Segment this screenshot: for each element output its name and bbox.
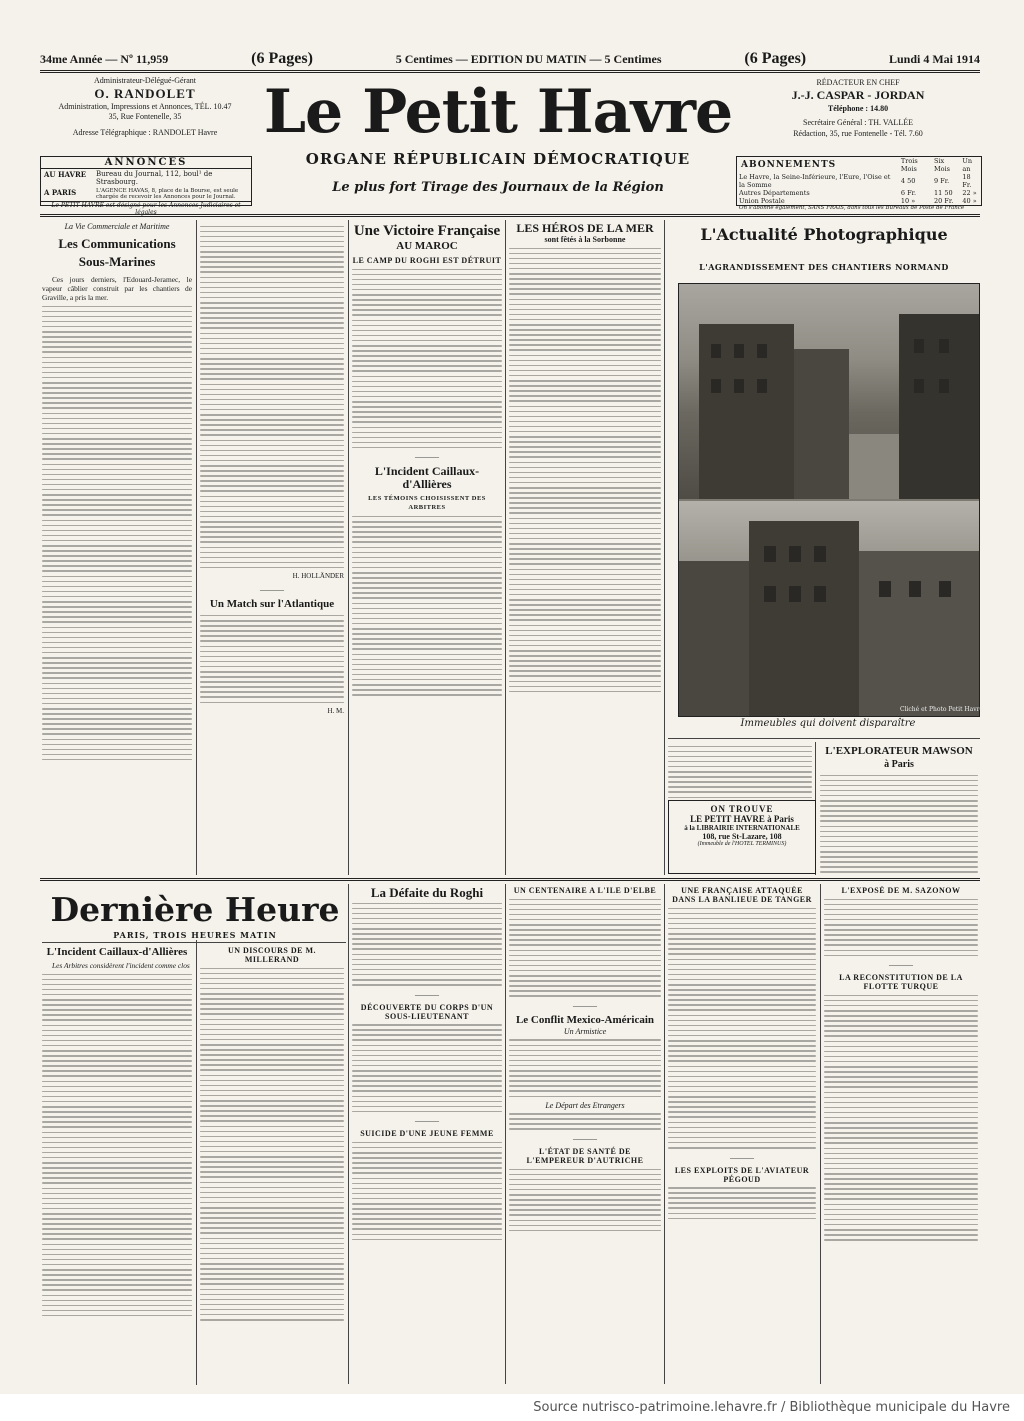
elbe-title: UN CENTENAIRE A L'ILE D'ELBE	[513, 886, 657, 895]
mawson-subtitle: à Paris	[884, 759, 914, 770]
on-trouve-box	[668, 800, 816, 874]
separator: ———	[415, 452, 439, 462]
column-divider	[348, 884, 349, 1384]
sazonow-body	[824, 899, 978, 957]
annonces-footer: Le PETIT HAVRE est désigné pour les Annonces Judiciaires et légales	[41, 201, 251, 216]
caillaux-deck: LES TÉMOINS CHOISISSENT DES ARBITRES	[368, 495, 486, 512]
admin-name: O. RANDOLET	[94, 86, 196, 101]
sazonow-title: L'EXPOSÉ DE M. SAZONOW	[841, 886, 961, 895]
separator: ———	[260, 584, 284, 594]
photo-bottom	[679, 501, 979, 716]
roghi-title: La Défaite du Roghi	[370, 886, 484, 900]
empereur-title: L'ÉTAT DE SANTÉ DE L'EMPEREUR D'AUTRICHE	[526, 1146, 644, 1165]
mexico-sub1: Un Armistice	[563, 1026, 607, 1036]
victoire-title: Une Victoire Française	[353, 223, 501, 239]
caillaux2-title: L'Incident Caillaux-d'Allières	[46, 946, 188, 958]
article-victoire	[352, 222, 502, 872]
on-trouve-line2: LE PETIT HAVRE à Paris	[690, 814, 794, 824]
victoire-subtitle: AU MAROC	[396, 240, 458, 252]
admin-address: 35, Rue Fontenelle, 35	[108, 112, 182, 122]
abonn-row2-1y: 22 »	[962, 189, 977, 197]
mawson-title: L'EXPLORATEUR MAWSON	[825, 745, 973, 757]
victoire-body	[352, 269, 502, 449]
photo-chantiers	[678, 283, 980, 717]
editor-phone: Téléphone : 14.80	[827, 103, 889, 113]
abonnements-title: ABONNEMENTS	[741, 160, 837, 170]
abonn-footer: On s'abonne également, SANS FRAIS, dans tous les Bureaux de Poste de France	[739, 205, 965, 211]
masthead-left	[40, 76, 250, 138]
editor-role: RÉDACTEUR EN CHEF	[816, 78, 900, 87]
elbe-body	[509, 899, 661, 997]
mexico-title: Le Conflit Mexico-Américain	[515, 1013, 655, 1026]
separator: ———	[415, 1116, 439, 1126]
abonn-row3-label: Union Postale	[739, 197, 785, 205]
article-elbe	[509, 886, 661, 1384]
abonn-row2-3m: 6 Fr.	[900, 189, 917, 197]
column-divider	[505, 220, 506, 875]
derniere-heure-title: Dernière Heure	[50, 890, 340, 929]
heros-body	[509, 248, 661, 693]
sous-lieutenant-title: DÉCOUVERTE DU CORPS D'UN SOUS-LIEUTENANT	[360, 1002, 494, 1021]
photo-top	[679, 284, 979, 499]
match-body	[200, 615, 344, 703]
article-communications-continued	[200, 222, 344, 872]
telegraph-address: Adresse Télégraphique : RANDOLET Havre	[72, 128, 218, 138]
column-divider	[348, 220, 349, 875]
mexico-body-2	[509, 1113, 661, 1130]
suicide-title: SUICIDE D'UNE JEUNE FEMME	[360, 1129, 494, 1139]
victoire-deck: LE CAMP DU ROGHI EST DÉTRUIT	[352, 256, 502, 265]
article-tanger	[668, 886, 816, 1384]
issue-date: Lundi 4 Mai 1914	[888, 51, 980, 66]
article-body	[200, 226, 344, 569]
abonn-row1-6m: 9 Fr.	[934, 177, 950, 185]
editor-name: J.-J. CASPAR - JORDAN	[791, 88, 925, 103]
match-title: Un Match sur l'Atlantique	[209, 597, 335, 610]
article-lead: Ces jours derniers, l'Edouard-Jeramec, le vapeur câblier construit par les chantiers de Graville, a pris la mer.	[42, 275, 192, 302]
annonces-text-paris: L'AGENCE HAVAS, 8, place de la Bourse, est seule chargée de recevoir les Annonces pour le Journal.	[96, 188, 239, 200]
abonn-row1-label: Le Havre, la Seine-Inférieure, l'Eure, l'Oise et la Somme	[739, 173, 891, 189]
abonn-row3-6m: 20 Fr.	[934, 197, 954, 205]
pegoud-body	[668, 1187, 816, 1219]
separator: ———	[730, 1152, 754, 1162]
heros-title: LES HÉROS DE LA MER	[516, 222, 654, 235]
millerand-body	[200, 968, 344, 1321]
source-footer	[0, 1394, 1024, 1421]
roghi-body	[352, 903, 502, 986]
annonces-city-paris: A PARIS	[44, 188, 77, 197]
tanger-body	[668, 908, 816, 1149]
actualite-deck: L'AGRANDISSEMENT DES CHANTIERS NORMAND	[699, 262, 949, 272]
empereur-body	[509, 1169, 661, 1232]
column-divider	[505, 884, 506, 1384]
caillaux2-lead: Les Arbitres considèrent l'incident comme clos	[52, 961, 190, 970]
tanger-title: UNE FRANÇAISE ATTAQUÉE DANS LA BANLIEUE DE TANGER	[672, 886, 812, 904]
actualite-title: L'Actualité Photographique	[700, 225, 948, 244]
source-text: Source nutrisco-patrimoine.lehavre.fr / Bibliothèque municipale du Havre	[533, 1400, 1010, 1415]
heros-deck: sont fêtés à la Sorbonne	[544, 235, 626, 244]
article-millerand	[200, 946, 344, 1386]
section-rule	[42, 942, 346, 943]
redaction: Rédaction, 35, rue Fontenelle - Tél. 7.60	[793, 128, 923, 138]
millerand-title: UN DISCOURS DE M. MILLERAND	[227, 946, 317, 964]
flotte-body	[824, 995, 978, 1241]
mawson-body	[820, 775, 978, 873]
mexico-sub2: Le Départ des Etrangers	[545, 1100, 625, 1110]
pages-right: (6 Pages)	[744, 50, 807, 67]
abonnements-box	[736, 156, 982, 211]
abonn-head-6m: Six Mois	[934, 157, 950, 173]
annonces-city-havre: AU HAVRE	[44, 170, 87, 179]
newspaper-subtitle: ORGANE RÉPUBLICAIN DÉMOCRATIQUE	[305, 150, 691, 168]
on-trouve-line4: 108, rue St-Lazare, 108	[702, 832, 782, 841]
suicide-body	[352, 1142, 502, 1240]
article-sazonow	[824, 886, 978, 1384]
header-line	[40, 50, 980, 68]
abonn-row3-3m: 10 »	[900, 197, 916, 205]
article-heros	[509, 222, 661, 872]
secretary: Secrétaire Général : TH. VALLÉE	[803, 118, 913, 128]
match-signature: H. M.	[327, 706, 344, 715]
newspaper-title: Le Petit Havre	[263, 77, 733, 147]
admin-info: Administration, Impressions et Annonces, TÉL. 10.47	[58, 102, 232, 112]
masthead-rule	[40, 214, 980, 217]
caillaux-body	[352, 516, 502, 696]
article-title: Les Communications Sous-Marines	[58, 236, 176, 269]
section-rule	[668, 738, 980, 739]
header-rule	[40, 70, 980, 73]
abonn-row1-3m: 4 50	[900, 177, 916, 185]
masthead-right	[736, 78, 980, 139]
column-divider	[196, 940, 197, 1385]
separator: ———	[889, 960, 913, 970]
on-trouve-line1: ON TROUVE	[710, 804, 774, 814]
separator: ———	[573, 1133, 597, 1143]
column-divider	[820, 884, 821, 1384]
article-signature: H. HOLLÄNDER	[292, 571, 344, 580]
column-divider	[664, 884, 665, 1384]
article-caillaux-2	[42, 946, 192, 1386]
article-mawson	[820, 745, 978, 873]
photo-credit: Cliché et Photo Petit Havre	[900, 706, 984, 713]
separator: ———	[573, 1000, 597, 1010]
pegoud-title: LES EXPLOITS DE L'AVIATEUR PÉGOUD	[674, 1165, 810, 1184]
caillaux-title: L'Incident Caillaux-d'Allières	[374, 464, 480, 492]
abonn-row2-label: Autres Départements	[739, 189, 810, 197]
abonn-row3-1y: 40 »	[962, 197, 977, 205]
article-kicker: La Vie Commerciale et Maritime	[64, 222, 170, 231]
lower-section-rule	[40, 878, 980, 881]
abonn-head-3m: Trois Mois	[900, 157, 918, 173]
abonn-head-1y: Un an	[962, 157, 973, 173]
article-body	[42, 306, 192, 761]
abonn-row1-1y: 18 Fr.	[962, 173, 972, 189]
annonces-title: ANNONCES	[41, 157, 251, 169]
on-trouve-line3: à la LIBRAIRIE INTERNATIONALE	[684, 824, 800, 832]
photo-caption: Immeubles qui doivent disparaître	[740, 718, 916, 729]
annonces-box	[40, 156, 252, 216]
pages-left: (6 Pages)	[251, 50, 313, 67]
sous-lieutenant-body	[352, 1024, 502, 1112]
article-communications	[42, 222, 192, 872]
column-divider	[196, 220, 197, 875]
price-edition: 5 Centimes — EDITION DU MATIN — 5 Centimes	[395, 51, 662, 66]
article-roghi	[352, 886, 502, 1384]
annonces-text-havre: Bureau du Journal, 112, boul¹ de Strasbourg.	[96, 170, 213, 186]
abonn-row2-6m: 11 50	[934, 189, 953, 197]
year-issue: 34me Année — Nº 11,959	[40, 51, 169, 66]
on-trouve-line5: (Immeuble de l'HOTEL TERMINUS)	[697, 841, 787, 847]
caillaux2-body	[42, 974, 192, 1317]
separator: ———	[415, 989, 439, 999]
column-divider	[664, 220, 665, 875]
admin-role: Administrateur-Délégué-Gérant	[93, 76, 197, 85]
flotte-title: LA RECONSTITUTION DE LA FLOTTE TURQUE	[839, 973, 963, 992]
mexico-body	[509, 1039, 661, 1097]
newspaper-tagline: Le plus fort Tirage des Journaux de la Région	[332, 180, 664, 195]
derniere-heure-subtitle: PARIS, TROIS HEURES MATIN	[113, 930, 277, 940]
